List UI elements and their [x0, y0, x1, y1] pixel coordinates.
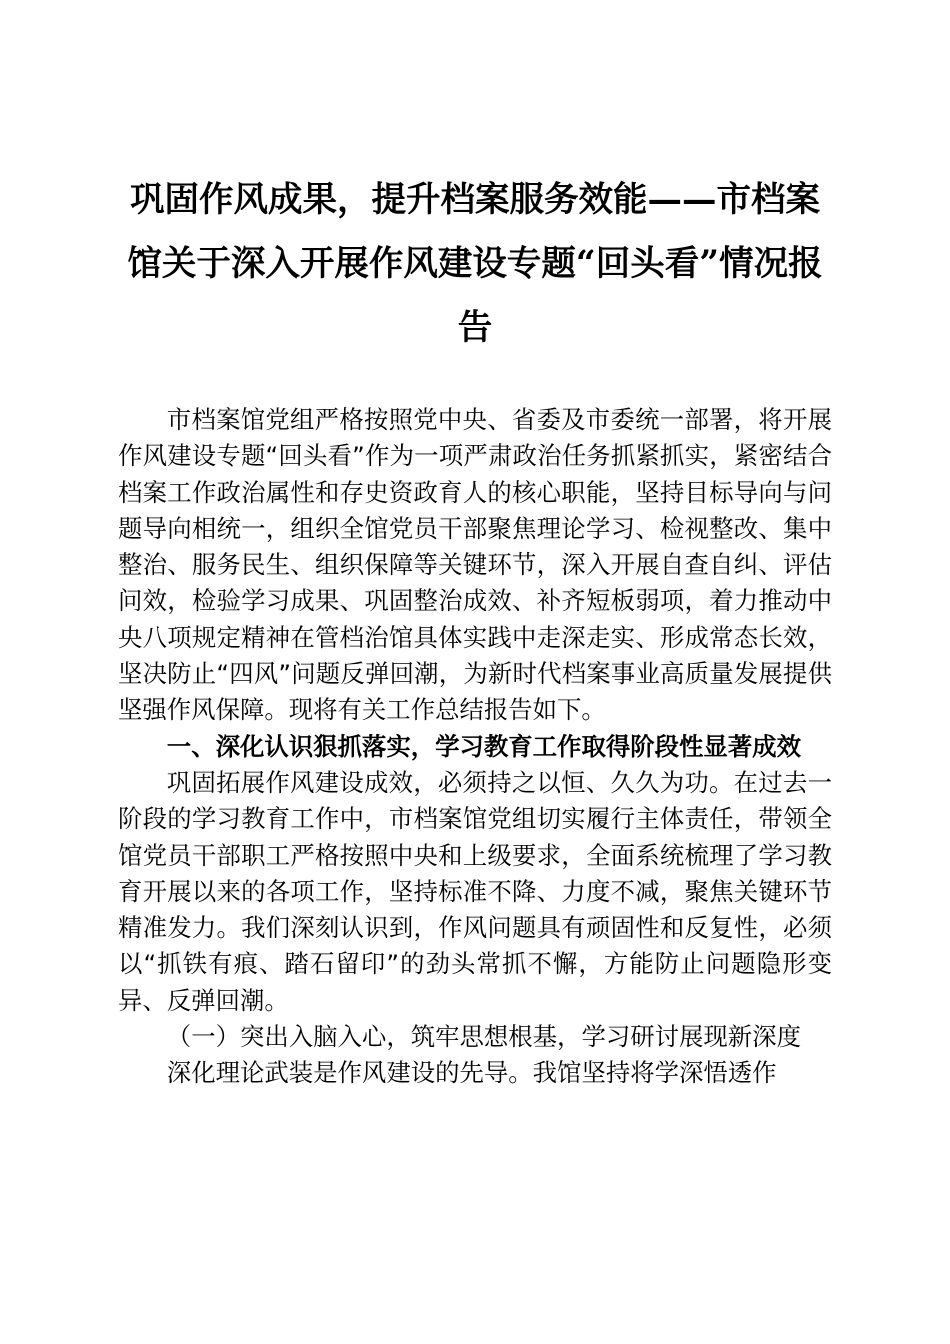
document-body — [118, 402, 832, 1092]
intro-paragraph: 市档案馆党组严格按照党中央、省委及市委统一部署，将开展作风建设专题“回头看”作为一项严肃政治任务抓紧抓实，紧密结合档案工作政治属性和存史资政育人的核心职能，坚持目标导向与问题导向相统一，组织全馆党员干部聚焦理论学习、检视整改、集中整治、服务民生、组织保障等关键环节，深入开展自查自纠、评估问效，检验学习成果、巩固整治成效、补齐短板弱项，着力推动中央八项规定精神在管档治馆具体实践中走深走实、形成常态长效，坚决防止“四风”问题反弹回潮，为新时代档案事业高质量发展提供坚强作风保障。现将有关工作总结报告如下。 — [118, 405, 832, 725]
section-1-paragraph: 巩固拓展作风建设成效，必须持之以恒、久久为功。在过去一阶段的学习教育工作中，市档案馆党组切实履行主体责任，带领全馆党员干部职工严格按照中央和上级要求，全面系统梳理了学习教育开展以来的各项工作，坚持标准不降、力度不减，聚焦关键环节精准发力。我们深刻认识到，作风问题具有顽固性和反复性，必须以“抓铁有痕、踏石留印”的劲头常抓不懈，方能防止问题隐形变异、反弹回潮。 — [118, 767, 832, 1015]
document-page — [118, 168, 832, 1092]
subsection-1-paragraph: 深化理论武装是作风建设的先导。我馆坚持将学深悟透作 — [166, 1058, 777, 1088]
document-title: 巩固作风成果，提升档案服务效能——市档案馆关于深入开展作风建设专题“回头看”情况报告 — [127, 180, 823, 348]
section-heading-1: 一、深化认识狠抓落实，学习教育工作取得阶段性显著成效 — [166, 731, 801, 761]
subsection-heading-1: （一）突出入脑入心，筑牢思想根基，学习研讨展现新深度 — [166, 1022, 801, 1052]
